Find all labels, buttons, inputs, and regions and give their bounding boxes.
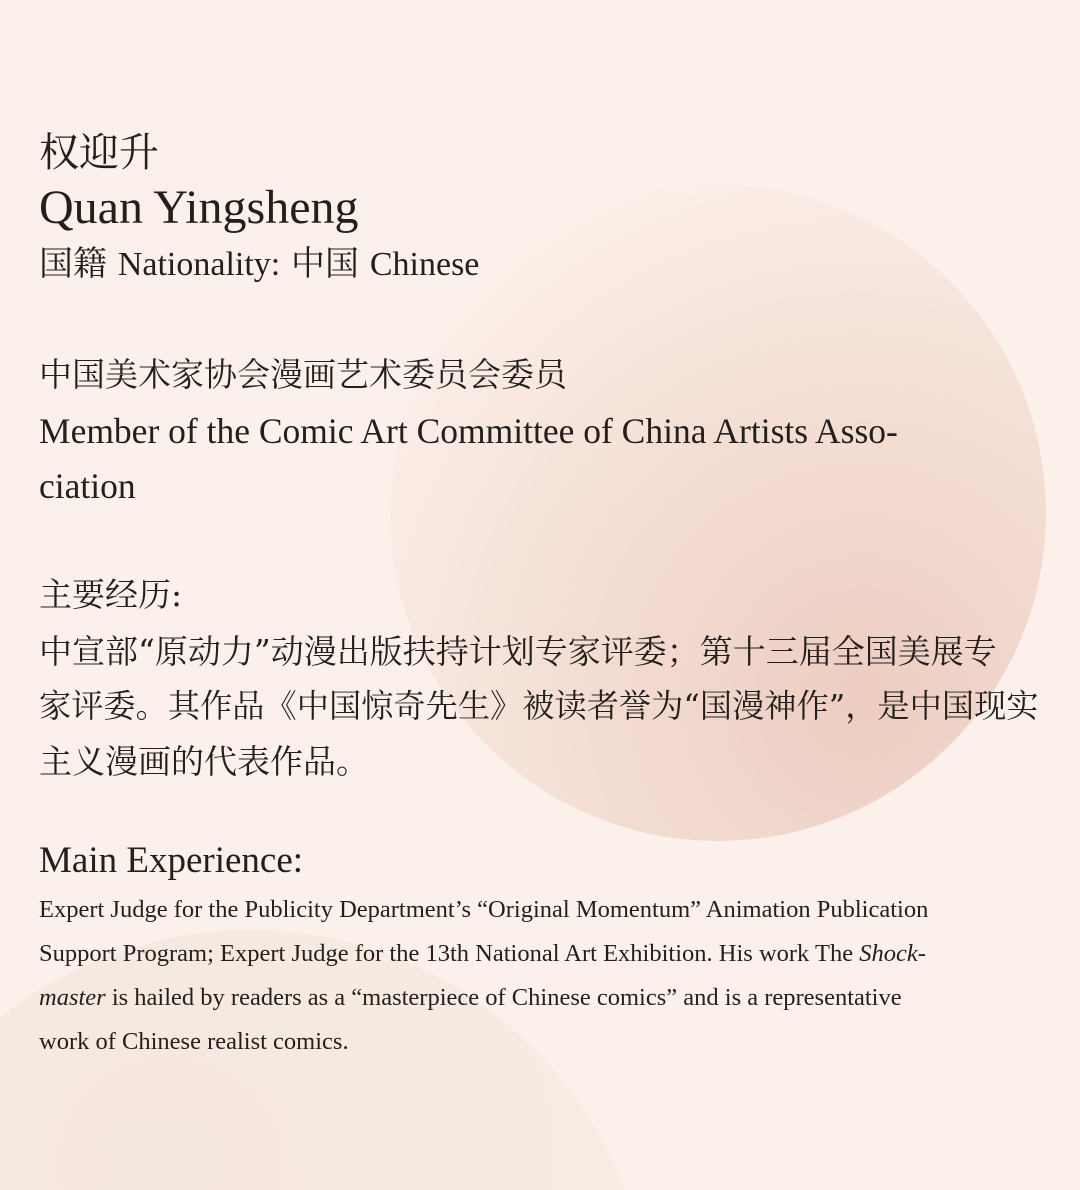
experience-chinese-line: 中宣部“原动力”动漫出版扶持计划专家评委；第十三届全国美展专 (39, 632, 997, 671)
membership-english-line: ciation (39, 466, 136, 506)
experience-english-line: Expert Judge for the Publicity Department’s “Original Momentum” Animation Publication (39, 896, 929, 923)
experience-body-chinese (39, 624, 1039, 789)
work-title-italic: master (39, 984, 106, 1011)
work-title-italic: Shock- (859, 940, 926, 967)
nationality-label-zh: 国籍 (39, 244, 107, 284)
experience-chinese-line: 家评委。其作品《中国惊奇先生》被读者誉为“国漫神作”，是中国现实 (39, 687, 1039, 725)
experience-heading-chinese: 主要经历: (39, 575, 183, 614)
experience-english-line (39, 976, 1039, 1020)
experience-body-english (39, 888, 1039, 1064)
membership-english-line: Member of the Comic Art Committee of China Artists Asso- (39, 411, 898, 451)
nationality-label-en: Nationality: (117, 246, 281, 283)
experience-english-line: work of Chinese realist comics. (39, 1028, 349, 1055)
experience-english-text: is hailed by readers as a “masterpiece of Chinese comics” and is a representative (105, 984, 902, 1011)
experience-english-text: Support Program; Expert Judge for the 13th National Art Exhibition. His work The (39, 940, 860, 967)
nationality-value-en: Chinese (369, 246, 480, 283)
nationality-value-zh: 中国 (291, 244, 360, 284)
experience-chinese-line: 主义漫画的代表作品。 (39, 742, 369, 781)
membership-english (39, 404, 1039, 514)
name-chinese: 权迎升 (39, 130, 159, 176)
nationality-line (39, 242, 479, 287)
membership-chinese: 中国美术家协会漫画艺术委员会委员 (39, 355, 567, 394)
name-english: Quan Yingsheng (39, 181, 359, 234)
experience-english-line (39, 932, 1039, 976)
experience-heading-english: Main Experience: (39, 840, 304, 881)
